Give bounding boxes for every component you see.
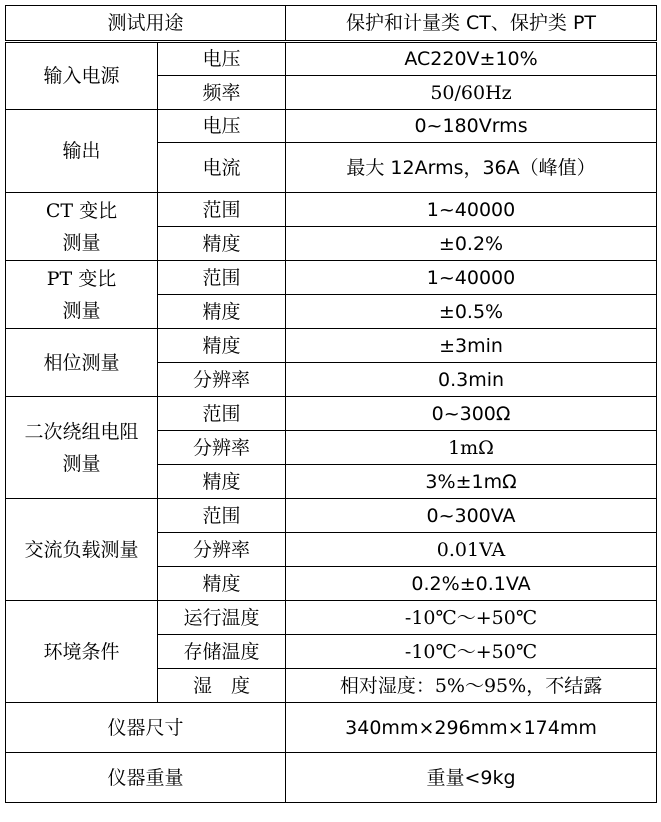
- purpose-value: 保护和计量类 CT、保护类 PT: [286, 6, 657, 42]
- storage-temp-value: -10℃～+50℃: [286, 635, 657, 669]
- ac-load-accuracy-label: 精度: [158, 567, 286, 601]
- output-current-label: 电流: [158, 143, 286, 193]
- ac-load-category-text: 交流负载测量: [24, 538, 139, 561]
- output-category: 输出: [6, 110, 158, 193]
- winding-accuracy-value: 3%±1mΩ: [286, 465, 657, 499]
- winding-range-label: 范围: [158, 397, 286, 431]
- spec-table: [5, 5, 657, 803]
- table-row: [6, 42, 657, 76]
- table-row: [6, 329, 657, 363]
- phase-resolution-label: 分辨率: [158, 363, 286, 397]
- winding-range-value: 0~300Ω: [286, 397, 657, 431]
- pt-accuracy-label: 精度: [158, 295, 286, 329]
- dimensions-value: 340mm×296mm×174mm: [286, 703, 657, 753]
- dimensions-label: 仪器尺寸: [6, 703, 286, 753]
- winding-resistance-category: [6, 397, 158, 499]
- output-voltage-value: 0~180Vrms: [286, 110, 657, 143]
- weight-value: 重量<9kg: [286, 753, 657, 803]
- pt-range-label: 范围: [158, 261, 286, 295]
- table-row: [6, 261, 657, 295]
- power-voltage-value: AC220V±10%: [286, 42, 657, 76]
- power-frequency-label: 频率: [158, 76, 286, 110]
- operating-temp-label: 运行温度: [158, 601, 286, 635]
- phase-category: 相位测量: [6, 329, 158, 397]
- ct-ratio-category-text: CT 变比测量: [45, 199, 118, 254]
- power-frequency-value: 50/60Hz: [286, 76, 657, 110]
- header-row: [6, 6, 657, 42]
- table-row: [6, 193, 657, 227]
- ac-load-resolution-label: 分辨率: [158, 533, 286, 567]
- ct-ratio-category: [6, 193, 158, 261]
- environment-category: 环境条件: [6, 601, 158, 703]
- humidity-value: 相对湿度：5%～95%，不结露: [286, 669, 657, 703]
- phase-accuracy-value: ±3min: [286, 329, 657, 363]
- purpose-label: 测试用途: [6, 6, 286, 42]
- ct-range-label: 范围: [158, 193, 286, 227]
- winding-resolution-label: 分辨率: [158, 431, 286, 465]
- ct-range-value: 1~40000: [286, 193, 657, 227]
- ac-load-range-value: 0~300VA: [286, 499, 657, 533]
- output-voltage-label: 电压: [158, 110, 286, 143]
- ac-load-range-label: 范围: [158, 499, 286, 533]
- winding-resolution-value: 1mΩ: [286, 431, 657, 465]
- pt-ratio-category-text: PT 变比测量: [46, 267, 117, 322]
- ct-accuracy-value: ±0.2%: [286, 227, 657, 261]
- winding-accuracy-label: 精度: [158, 465, 286, 499]
- table-row: [6, 601, 657, 635]
- phase-resolution-value: 0.3min: [286, 363, 657, 397]
- weight-label: 仪器重量: [6, 753, 286, 803]
- power-input-category: 输入电源: [6, 42, 158, 110]
- table-row: [6, 703, 657, 753]
- ac-load-accuracy-value: 0.2%±0.1VA: [286, 567, 657, 601]
- output-current-value: 最大 12Arms，36A（峰值）: [286, 143, 657, 193]
- power-voltage-label: 电压: [158, 42, 286, 76]
- pt-ratio-category: [6, 261, 158, 329]
- humidity-label: 湿 度: [158, 669, 286, 703]
- table-row: [6, 397, 657, 431]
- storage-temp-label: 存储温度: [158, 635, 286, 669]
- phase-accuracy-label: 精度: [158, 329, 286, 363]
- table-row: [6, 499, 657, 533]
- table-row: [6, 110, 657, 143]
- ac-load-category: [6, 499, 158, 601]
- table-row: [6, 753, 657, 803]
- operating-temp-value: -10℃～+50℃: [286, 601, 657, 635]
- pt-range-value: 1~40000: [286, 261, 657, 295]
- winding-resistance-category-text: 二次绕组电阻测量: [24, 420, 139, 475]
- ac-load-resolution-value: 0.01VA: [286, 533, 657, 567]
- ct-accuracy-label: 精度: [158, 227, 286, 261]
- pt-accuracy-value: ±0.5%: [286, 295, 657, 329]
